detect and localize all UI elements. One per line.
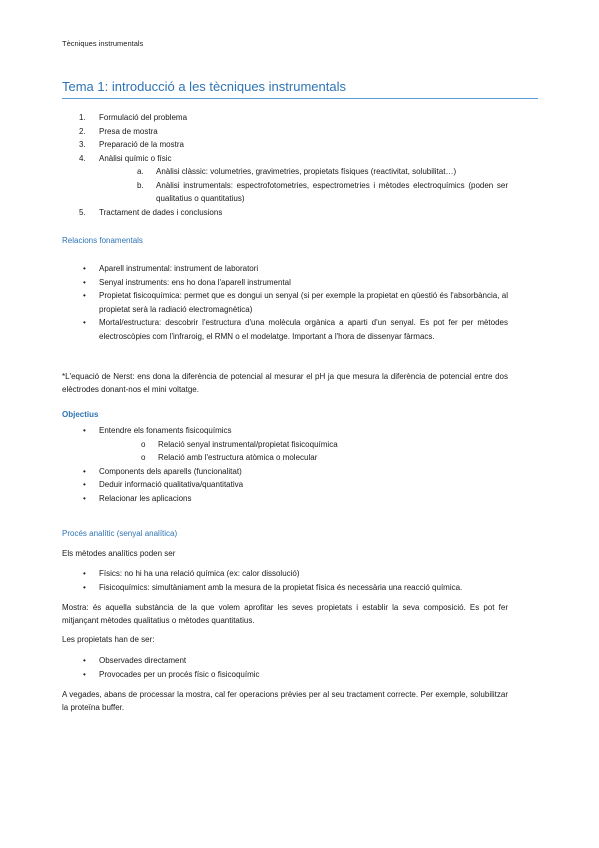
- objectius-list: [62, 424, 508, 505]
- page-title: Tema 1: introducció a les tècniques instrumentals: [62, 79, 538, 99]
- metodes-list: [62, 567, 508, 594]
- relacions-list: [62, 262, 508, 343]
- nernst-note: *L'equació de Nerst: ens dona la diferència de potencial al mesurar el pH ja que mesura la diferència de potencial entre dos elèctrodes donant-nos el mini voltatge.: [62, 372, 508, 394]
- list-item: 3. Preparació de la mostra: [79, 140, 184, 149]
- list-item: • Deduir informació qualitativa/quantitativa: [83, 480, 244, 489]
- mostra-paragraph: Mostra: és aquella substància de la que volem aprofitar les seves propietats i establir la seva composició. Es pot fer mitjançant mètodes qualitatius o mètodes quantitatius.: [62, 603, 508, 625]
- list-item: 4. Anàlisi químic o físic a. Anàlisi clàssic: volumetries, gravimetries, propietats físiques (reactivitat, solubilitat…) b. Anàlisi instrumentals: espectrofotometries, espectrometries i mètodes electroquímics (poden ser qualitatius o quantitatius): [62, 152, 508, 206]
- list-item: • Relacionar les aplicacions: [83, 493, 192, 503]
- running-header: Tècniques instrumentals: [62, 39, 144, 48]
- list-item: • Mortal/estructura: descobrir l'estructura d'una molècula orgànica a aparti d'un senyal. Es pot fer per mètodes electroscòpies com l'infraroig, el RMN o el modelatge. Important a l'hora de dissenyar fàrmacs.: [83, 318, 508, 341]
- list-item: • Fisicoquímics: simultàniament amb la mesura de la propietat física és necessària una reacció química.: [83, 582, 463, 592]
- list-item: 5. Tractament de dades i conclusions: [79, 207, 223, 217]
- list-item: 1. Formulació del problema: [79, 113, 188, 122]
- substeps-list: [99, 165, 508, 206]
- list-item: • Entendre els fonaments fisicoquímics o Relació senyal instrumental/propietat fisicoquímica o Relació amb l'estructura atòmica o molecular: [62, 424, 508, 465]
- list-item: • Senyal instruments: ens ho dona l'aparell instrumental: [83, 277, 291, 287]
- list-item: • Aparell instrumental: instrument de laboratori: [83, 264, 259, 273]
- list-item: • Observades directament: [83, 656, 187, 665]
- list-item: o Relació senyal instrumental/propietat fisicoquímica: [141, 439, 338, 449]
- list-item: • Components dels aparells (funcionalitat): [83, 466, 242, 476]
- list-item: 2. Presa de mostra: [79, 126, 158, 136]
- section-heading-relacions: Relacions fonamentals: [62, 236, 143, 245]
- list-item: a. Anàlisi clàssic: volumetries, gravimetries, propietats físiques (reactivitat, solubilitat…): [137, 167, 457, 176]
- objectius-sublist: [99, 438, 508, 465]
- section-heading-objectius: Objectius: [62, 410, 99, 419]
- list-item: o Relació amb l'estructura atòmica o molecular: [141, 453, 318, 462]
- section-heading-proces: Procés analític (senyal analítica): [62, 529, 178, 538]
- proces-intro: Els mètodes analítics poden ser: [62, 549, 176, 558]
- propietats-list: [62, 654, 508, 681]
- list-item: • Provocades per un procés físic o fisicoquímic: [83, 669, 260, 679]
- list-item: b. Anàlisi instrumentals: espectrofotometries, espectrometries i mètodes electroquímics (poden ser qualitatius o quantitatius): [137, 180, 508, 203]
- list-item: • Propietat fisicoquímica: permet que es dongui un senyal (si per exemple la propietat en qüestió és l'absorbància, al propietat serà la radiació electromagnètica): [83, 291, 508, 314]
- list-item: • Físics: no hi ha una relació química (ex: calor dissolució): [83, 569, 300, 578]
- steps-list: [62, 111, 508, 219]
- closing-paragraph: A vegades, abans de processar la mostra, cal fer operacions prèvies per al seu tractament correcte. Per exemple, solubilitzar la proteïna buffer.: [62, 690, 508, 712]
- propietats-intro: Les propietats han de ser:: [62, 635, 155, 644]
